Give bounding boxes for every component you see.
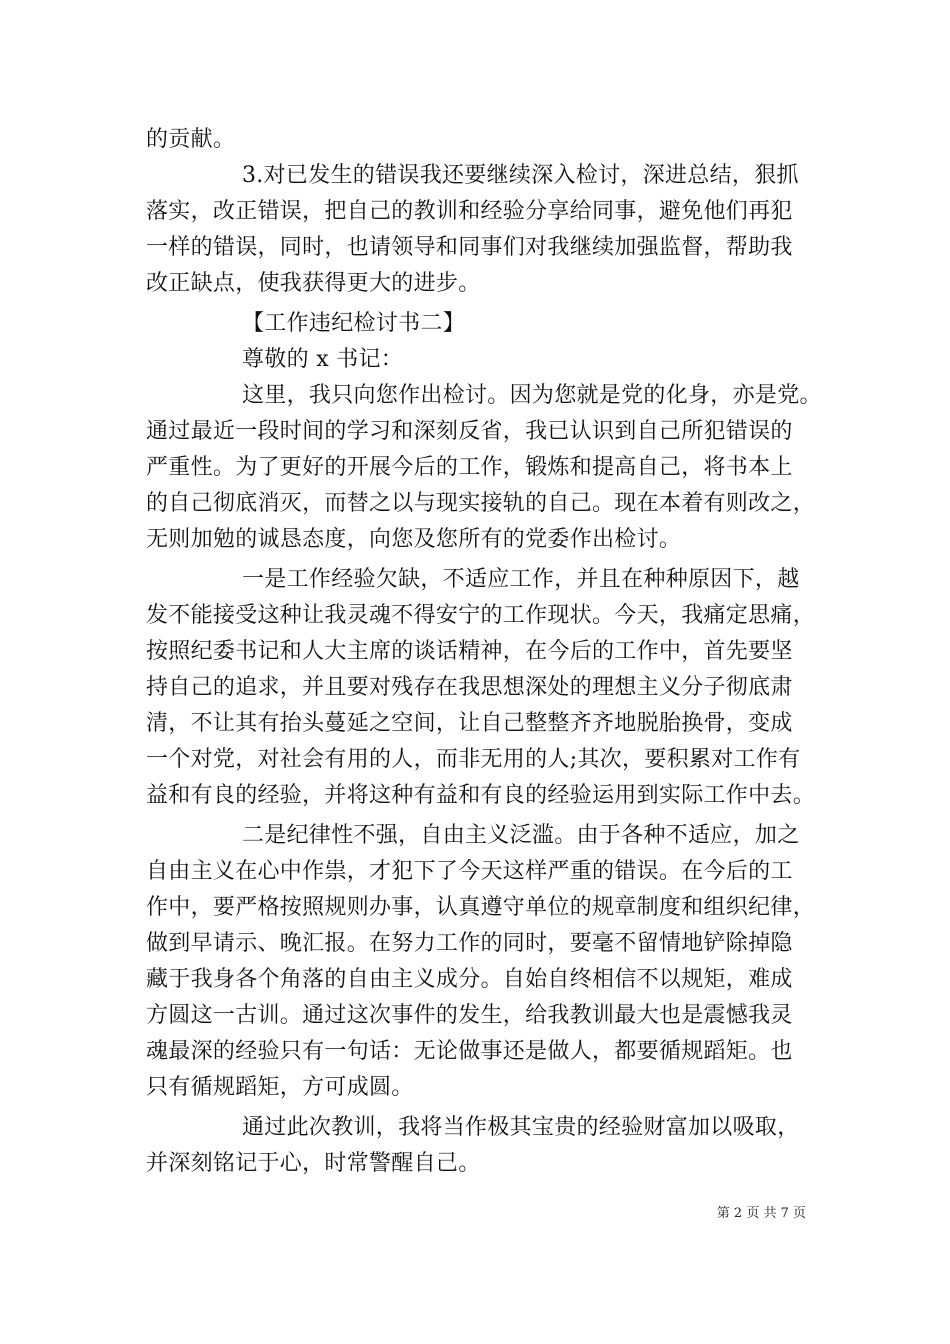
section-heading: 【工作违纪检讨书二】 (242, 311, 466, 336)
page-number-footer: 第 2 页 共 7 页 (716, 1206, 806, 1221)
paragraph-line: 并深刻铭记于心，时常警醒自己。 (146, 1151, 481, 1176)
paragraph-line: 持自己的追求，并且要对残存在我思想深处的理想主义分子彻底肃 (146, 675, 793, 700)
paragraph-line: 方圆这一古训。通过这次事件的发生，给我教训最大也是震憾我灵 (146, 1003, 793, 1028)
paragraph-line: 这里，我只向您作出检讨。因为您就是党的化身，亦是党。 (242, 383, 822, 408)
paragraph-line: 二是纪律性不强，自由主义泛滥。由于各种不适应，加之 (242, 823, 800, 848)
paragraph-line: 益和有良的经验，并将这种有益和有良的经验运用到实际工作中去。 (146, 783, 816, 808)
salutation: 尊敬的 x 书记： (242, 347, 404, 372)
paragraph-line: 作中，要严格按照规则办事，认真遵守单位的规章制度和组织纪律， (146, 895, 816, 920)
paragraph-line: 藏于我身各个角落的自由主义成分。自始自终相信不以规矩，难成 (146, 967, 793, 992)
paragraph-line: 一是工作经验欠缺，不适应工作，并且在种种原因下，越 (242, 567, 800, 592)
paragraph-line: 改正缺点，使我获得更大的进步。 (146, 271, 481, 296)
paragraph-line: 的自己彻底消灭，而替之以与现实接轨的自己。现在本着有则改之， (146, 491, 816, 516)
paragraph-line: 无则加勉的诚恳态度，向您及您所有的党委作出检讨。 (146, 527, 682, 552)
paragraph-line: 的贡献。 (146, 127, 236, 152)
paragraph-line: 发不能接受这种让我灵魂不得安宁的工作现状。今天，我痛定思痛， (146, 603, 816, 628)
paragraph-line: 按照纪委书记和人大主席的谈话精神，在今后的工作中，首先要坚 (146, 639, 793, 664)
paragraph-line: 魂最深的经验只有一句话：无论做事还是做人，都要循规蹈矩。也 (146, 1039, 793, 1064)
paragraph-line: 通过此次教训，我将当作极其宝贵的经验财富加以吸取， (242, 1115, 800, 1140)
paragraph-line: 通过最近一段时间的学习和深刻反省，我已认识到自己所犯错误的 (146, 419, 793, 444)
paragraph-line: 自由主义在心中作祟，才犯下了今天这样严重的错误。在今后的工 (146, 859, 793, 884)
paragraph-line: 一样的错误，同时，也请领导和同事们对我继续加强监督，帮助我 (146, 235, 793, 260)
paragraph-line: 做到早请示、晚汇报。在努力工作的同时，要毫不留情地铲除掉隐 (146, 931, 793, 956)
paragraph-line: 一个对党，对社会有用的人，而非无用的人;其次，要积累对工作有 (146, 747, 801, 772)
paragraph-line: 清，不让其有抬头蔓延之空间，让自己整整齐齐地脱胎换骨，变成 (146, 711, 793, 736)
paragraph-line: 只有循规蹈矩，方可成圆。 (146, 1075, 414, 1100)
paragraph-line: 3.对已发生的错误我还要继续深入检讨，深进总结，狠抓 (242, 163, 799, 188)
paragraph-line: 落实，改正错误，把自己的教训和经验分享给同事，避免他们再犯 (146, 199, 793, 224)
paragraph-line: 严重性。为了更好的开展今后的工作，锻炼和提高自己，将书本上 (146, 455, 793, 480)
